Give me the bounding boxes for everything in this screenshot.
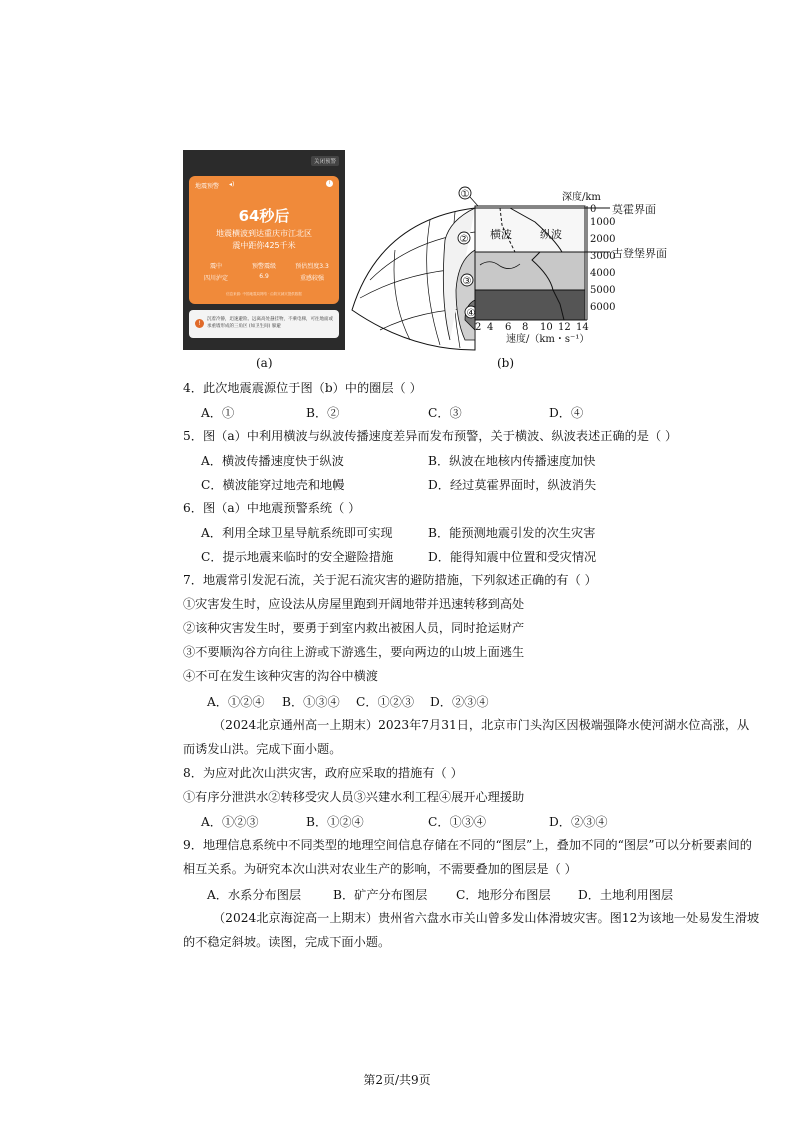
q7-option-d: D．②③④ [430,695,489,709]
moho-label: 莫霍界面 [612,203,656,216]
q9-option-b: B．矿产分布图层 [333,888,428,902]
info-icon: i [326,180,333,187]
speed-tick: 14 [576,322,589,333]
q7-item-4: ④不可在发生该种灾害的沟谷中横渡 [183,669,378,683]
caption-a: (a) [256,356,273,370]
layer-marker-1: ① [460,189,470,200]
depth-tick: 2000 [590,234,616,245]
warning-header: 地震预警 [195,183,220,190]
passage2-line1: （2024北京海淀高一上期末）贵州省六盘水市关山曾多发山体滑坡灾害。图12为该地一处易发生滑坡 [213,911,760,925]
q8-stem: 8．为应对此次山洪灾害，政府应采取的措施有（ ） [183,766,463,780]
warning-card [189,176,339,304]
label-magnitude: 预警震级 [251,263,276,270]
speed-tick: 10 [540,322,553,333]
speed-tick: 4 [487,322,494,333]
earthquake-warning-screenshot [183,150,345,350]
q6-stem: 6．图（a）中地震预警系统（ ） [183,501,361,515]
passage2-line2: 的不稳定斜坡。读图，完成下面小题。 [183,935,391,949]
q7-option-b: B．①③④ [282,695,340,709]
depth-tick: 4000 [590,268,616,279]
depth-tick: 1000 [590,217,616,228]
q5-option-d: D．经过莫霍界面时，纵波消失 [428,478,597,492]
q8-option-a: A．①②③ [201,815,259,829]
q9-option-d: D．土地利用图层 [578,888,674,902]
q6-option-c: C．提示地震来临时的安全避险措施 [201,550,394,564]
q4-option-a: A．① [201,406,235,420]
q7-option-c: C．①②③ [356,695,415,709]
passage1-line2: 而诱发山洪。完成下面小题。 [183,742,342,756]
label-epicenter: 震中 [209,263,222,270]
q6-option-d: D．能得知震中位置和受灾情况 [428,550,597,564]
q9-line1: 9．地理信息系统中不同类型的地理空间信息存储在不同的“图层”上，叠加不同的“图层”可以分析要素间的 [183,838,752,852]
q9-line2: 相互关系。为研究本次山洪对农业生产的影响，不需要叠加的图层是（ ） [183,862,577,876]
speed-tick: 8 [522,322,529,333]
speed-tick: 2 [475,322,482,333]
warning-icon: ! [195,319,204,328]
speaker-icon: ◂) [229,181,235,188]
arrival-text: 地震横波到达重庆市江北区 [216,229,312,238]
earth-interior-diagram [350,180,667,350]
depth-axis-title: 深度/km [562,192,601,203]
caption-b: (b) [497,356,515,370]
label-intensity: 预估烈度3.3 [295,263,329,270]
page-footer: 第2页/共9页 [363,1073,431,1087]
q7-option-a: A．①②④ [207,695,265,709]
globe-drawing [352,208,475,350]
q5-option-b: B．纵波在地核内传播速度加快 [428,454,596,468]
speed-tick: 6 [505,322,512,333]
speed-tick: 12 [558,322,571,333]
q6-option-a: A．利用全球卫星导航系统即可实现 [201,526,393,540]
distance-text: 震中距你425千米 [232,241,296,250]
depth-tick: 3000 [590,251,616,262]
layer-marker-2: ② [459,234,469,245]
q8-option-b: B．①②④ [306,815,364,829]
depth-tick: 6000 [590,302,616,313]
q7-item-2: ②该种灾害发生时，要勇于到室内救出被困人员，同时抢运财产 [183,621,525,635]
countdown: 64秒后 [238,207,290,225]
q7-item-3: ③不要顺沟谷方向往上游或下游逃生，要向两边的山坡上面逃生 [183,645,525,659]
layer-marker-3: ③ [462,276,472,287]
q5-stem: 5．图（a）中利用横波与纵波传播速度差异而发布预警，关于横波、纵波表述正确的是（ ） [183,429,678,443]
gutenberg-label: 古登堡界面 [612,247,667,260]
q6-option-b: B．能预测地震引发的次生灾害 [428,526,596,540]
speed-axis-label: 速度/（km・s⁻¹） [506,334,590,345]
q7-stem: 7．地震常引发泥石流，关于泥石流灾害的避防措施，下列叙述正确的有（ ） [183,573,597,587]
value-magnitude: 6.9 [259,273,269,280]
safety-note-text: 沉着冷静，迅速避险。远离高处悬挂物，不乘电梯，可往地面或承重墙形成的三角区 (如卫生间) 躲避 [207,317,333,329]
q4-stem: 4．此次地震震源位于图（b）中的圈层（ ） [183,381,422,395]
s-wave-label: 横波 [490,228,512,241]
safety-note [189,310,339,338]
depth-tick: 5000 [590,285,616,296]
value-epicenter: 四川泸定 [203,275,228,282]
q9-option-c: C．地形分布图层 [456,888,551,902]
q8-items: ①有序分泄洪水②转移受灾人员③兴建水利工程④展开心理援助 [183,790,525,804]
q4-option-c: C．③ [428,406,462,420]
q9-option-a: A．水系分布图层 [207,888,302,902]
q4-option-d: D．④ [549,406,584,420]
source-text: 信息来源: 中国地震局网络 · 由防灾减灾提供数据 [226,292,302,296]
layer-marker-4: ④ [466,308,476,319]
q8-option-c: C．①③④ [428,815,487,829]
p-wave-label: 纵波 [540,228,562,241]
q7-item-1: ①灾害发生时，应设法从房屋里跑到开阔地带并迅速转移到高处 [183,597,525,611]
q4-option-b: B．② [306,406,340,420]
q5-option-a: A．横波传播速度快于纵波 [201,454,344,468]
depth-tick: 0 [590,204,597,215]
q5-option-c: C．横波能穿过地壳和地幔 [201,478,345,492]
passage1-line1: （2024北京通州高一上期末）2023年7月31日，北京市门头沟区因极端强降水使河湖水位高涨，从 [213,718,750,732]
q8-option-d: D．②③④ [549,815,608,829]
value-intensity: 重感较强 [299,275,324,282]
close-warning-button: 关闭预警 [311,156,339,166]
